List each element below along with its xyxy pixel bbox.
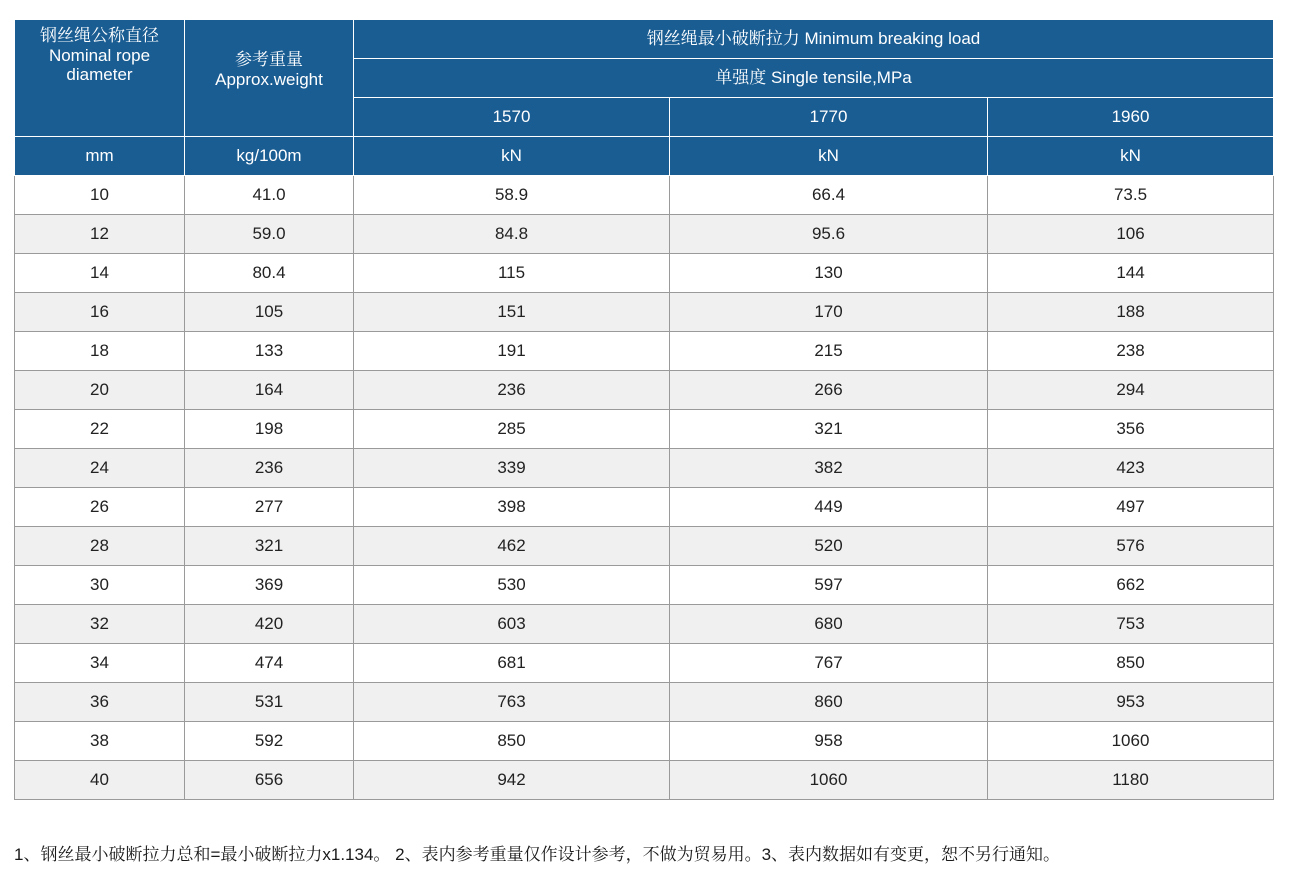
load-1570-cell: 681 — [354, 644, 670, 683]
weight-header-en: Approx.weight — [215, 69, 323, 89]
header-row — [15, 20, 1274, 59]
table-row — [15, 722, 1274, 761]
load-1960-cell: 497 — [988, 488, 1274, 527]
table-row — [15, 371, 1274, 410]
weight-header-cn: 参考重量 — [235, 50, 303, 69]
unit-weight: kg/100m — [185, 137, 354, 176]
weight-cell: 321 — [185, 527, 354, 566]
load-1770-cell: 321 — [670, 410, 988, 449]
diameter-cell: 28 — [15, 527, 185, 566]
diameter-cell: 30 — [15, 566, 185, 605]
table-row — [15, 566, 1274, 605]
table-header — [15, 20, 1274, 176]
tensile-header: 单强度 Single tensile,MPa — [354, 59, 1274, 98]
load-1570-cell: 285 — [354, 410, 670, 449]
diameter-header-cn: 钢丝绳公称直径 — [40, 26, 159, 45]
weight-cell: 531 — [185, 683, 354, 722]
diameter-cell: 38 — [15, 722, 185, 761]
diameter-cell: 20 — [15, 371, 185, 410]
load-1960-cell: 1060 — [988, 722, 1274, 761]
weight-cell: 420 — [185, 605, 354, 644]
load-1770-cell: 597 — [670, 566, 988, 605]
load-1960-cell: 188 — [988, 293, 1274, 332]
load-1770-cell: 170 — [670, 293, 988, 332]
load-1570-cell: 850 — [354, 722, 670, 761]
grade-header-1570: 1570 — [354, 98, 670, 137]
load-1770-cell: 266 — [670, 371, 988, 410]
load-1570-cell: 763 — [354, 683, 670, 722]
load-1770-cell: 520 — [670, 527, 988, 566]
table-row — [15, 488, 1274, 527]
load-1570-cell: 115 — [354, 254, 670, 293]
diameter-cell: 34 — [15, 644, 185, 683]
load-1960-cell: 953 — [988, 683, 1274, 722]
load-1570-cell: 236 — [354, 371, 670, 410]
load-1570-cell: 942 — [354, 761, 670, 800]
load-1570-cell: 191 — [354, 332, 670, 371]
diameter-cell: 32 — [15, 605, 185, 644]
table-row — [15, 527, 1274, 566]
load-1570-cell: 58.9 — [354, 176, 670, 215]
load-1770-cell: 215 — [670, 332, 988, 371]
table-row — [15, 761, 1274, 800]
diameter-header — [15, 20, 185, 137]
grade-header-1960: 1960 — [988, 98, 1274, 137]
load-1960-cell: 1180 — [988, 761, 1274, 800]
diameter-cell: 14 — [15, 254, 185, 293]
table-body — [15, 176, 1274, 800]
load-1770-cell: 66.4 — [670, 176, 988, 215]
table-row — [15, 644, 1274, 683]
table-row — [15, 293, 1274, 332]
breaking-load-header: 钢丝绳最小破断拉力 Minimum breaking load — [354, 20, 1274, 59]
weight-cell: 198 — [185, 410, 354, 449]
load-1960-cell: 106 — [988, 215, 1274, 254]
load-1570-cell: 84.8 — [354, 215, 670, 254]
grade-header-1770: 1770 — [670, 98, 988, 137]
load-1960-cell: 662 — [988, 566, 1274, 605]
weight-cell: 133 — [185, 332, 354, 371]
unit-load-1770: kN — [670, 137, 988, 176]
weight-header — [185, 20, 354, 137]
load-1960-cell: 144 — [988, 254, 1274, 293]
unit-diameter: mm — [15, 137, 185, 176]
load-1960-cell: 576 — [988, 527, 1274, 566]
weight-cell: 59.0 — [185, 215, 354, 254]
weight-cell: 369 — [185, 566, 354, 605]
table-row — [15, 683, 1274, 722]
diameter-cell: 26 — [15, 488, 185, 527]
table-row — [15, 176, 1274, 215]
load-1960-cell: 238 — [988, 332, 1274, 371]
load-1960-cell: 850 — [988, 644, 1274, 683]
load-1960-cell: 356 — [988, 410, 1274, 449]
unit-load-1960: kN — [988, 137, 1274, 176]
load-1960-cell: 73.5 — [988, 176, 1274, 215]
load-1570-cell: 398 — [354, 488, 670, 527]
load-1770-cell: 449 — [670, 488, 988, 527]
load-1770-cell: 130 — [670, 254, 988, 293]
load-1960-cell: 753 — [988, 605, 1274, 644]
load-1770-cell: 382 — [670, 449, 988, 488]
table-row — [15, 410, 1274, 449]
diameter-cell: 12 — [15, 215, 185, 254]
diameter-cell: 22 — [15, 410, 185, 449]
load-1570-cell: 462 — [354, 527, 670, 566]
load-1770-cell: 95.6 — [670, 215, 988, 254]
load-1570-cell: 339 — [354, 449, 670, 488]
load-1770-cell: 860 — [670, 683, 988, 722]
weight-cell: 474 — [185, 644, 354, 683]
load-1570-cell: 603 — [354, 605, 670, 644]
load-1960-cell: 423 — [988, 449, 1274, 488]
weight-cell: 277 — [185, 488, 354, 527]
weight-cell: 164 — [185, 371, 354, 410]
load-1570-cell: 151 — [354, 293, 670, 332]
diameter-cell: 24 — [15, 449, 185, 488]
diameter-header-en-1: Nominal rope — [48, 45, 151, 65]
load-1770-cell: 680 — [670, 605, 988, 644]
rope-spec-table — [14, 19, 1274, 800]
weight-cell: 105 — [185, 293, 354, 332]
diameter-cell: 36 — [15, 683, 185, 722]
load-1770-cell: 1060 — [670, 761, 988, 800]
diameter-cell: 40 — [15, 761, 185, 800]
weight-cell: 80.4 — [185, 254, 354, 293]
units-row — [15, 137, 1274, 176]
weight-cell: 656 — [185, 761, 354, 800]
load-1570-cell: 530 — [354, 566, 670, 605]
table-row — [15, 605, 1274, 644]
table-row — [15, 332, 1274, 371]
diameter-header-en-2: diameter — [66, 65, 133, 85]
weight-cell: 236 — [185, 449, 354, 488]
table-row — [15, 254, 1274, 293]
diameter-cell: 10 — [15, 176, 185, 215]
unit-load-1570: kN — [354, 137, 670, 176]
load-1960-cell: 294 — [988, 371, 1274, 410]
load-1770-cell: 958 — [670, 722, 988, 761]
weight-cell: 592 — [185, 722, 354, 761]
weight-cell: 41.0 — [185, 176, 354, 215]
table-row — [15, 215, 1274, 254]
diameter-cell: 16 — [15, 293, 185, 332]
load-1770-cell: 767 — [670, 644, 988, 683]
diameter-cell: 18 — [15, 332, 185, 371]
footnote: 1、钢丝最小破断拉力总和=最小破断拉力x1.134。 2、表内参考重量仅作设计参考，不做为贸易用。3、表内数据如有变更，恕不另行通知。 — [14, 845, 1061, 864]
table-row — [15, 449, 1274, 488]
